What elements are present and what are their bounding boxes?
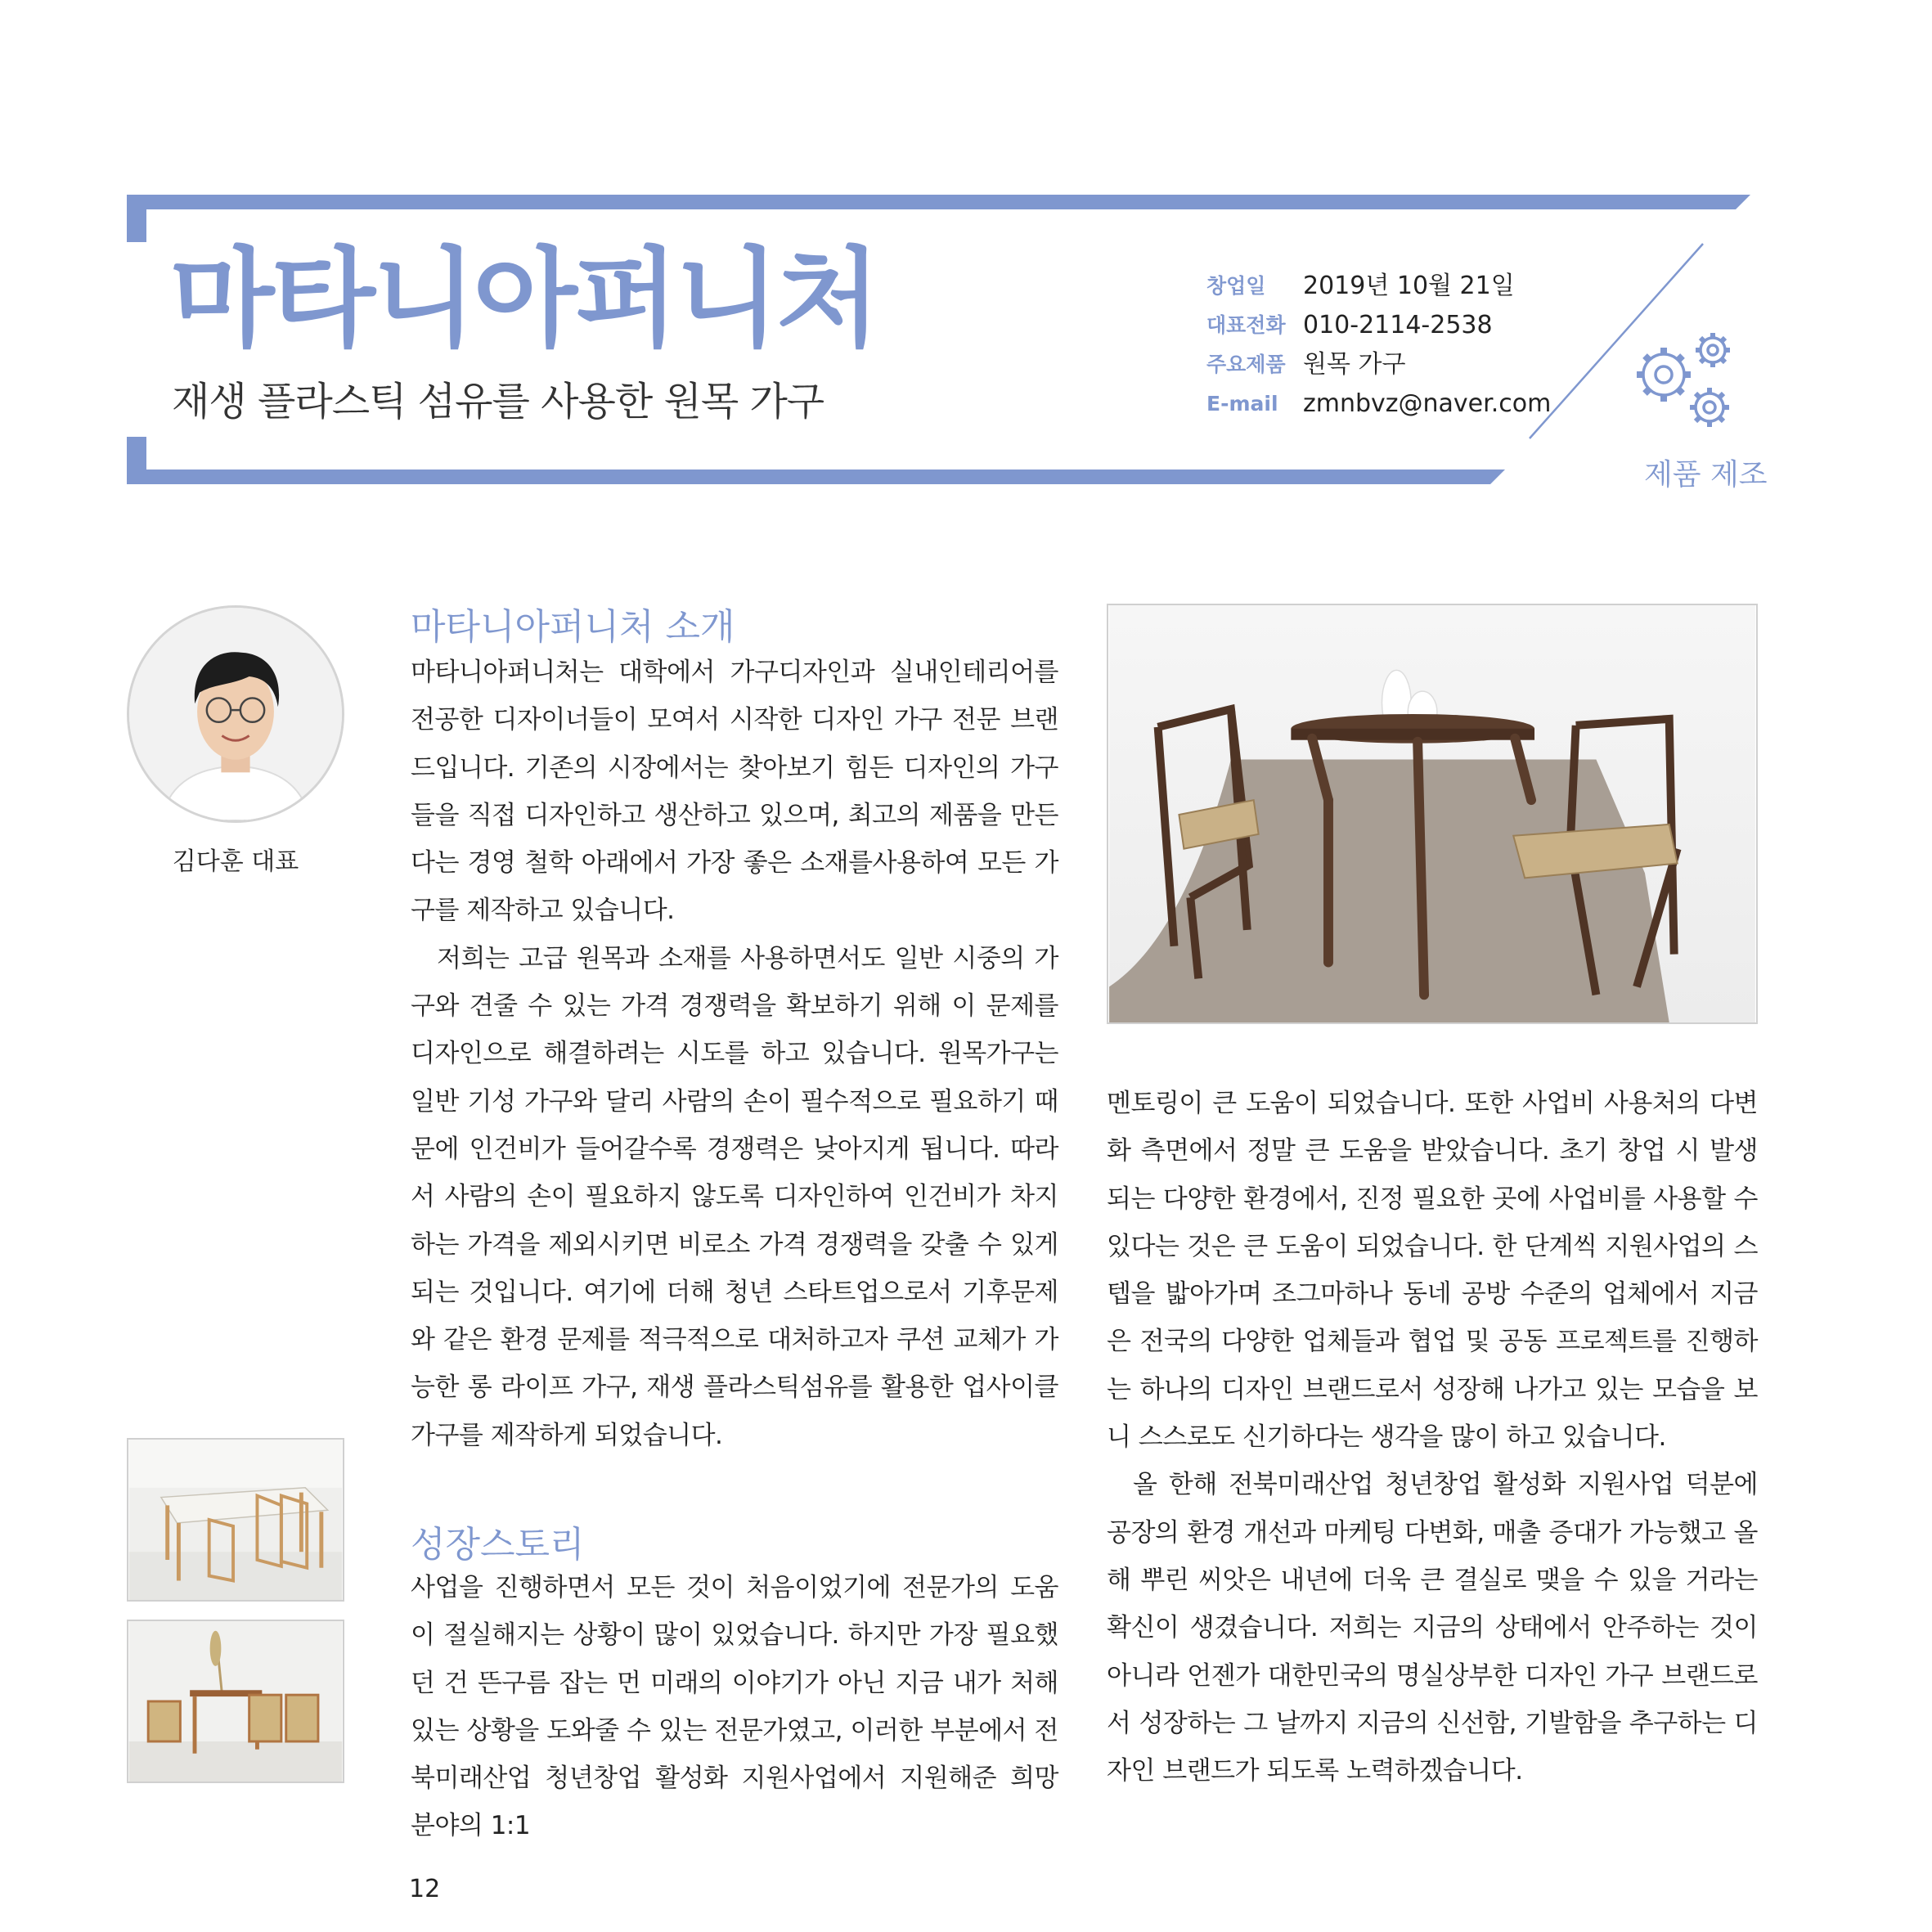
page-number: 12	[409, 1875, 441, 1903]
dining-table-photo	[127, 1438, 344, 1602]
product-photo	[1107, 604, 1758, 1024]
info-row-email	[1206, 384, 1551, 424]
story-paragraph: 사업을 진행하면서 모든 것이 처음이었기에 전문가의 도움이 절실해지는 상황이 많이 있었습니다. 하지만 가장 필요했던 건 뜬구름 잡는 먼 미래의 이야기가 아닌 지금 내가 처해있는 상황을 도와줄 수 있는 전문가였고, 이러한 부분에서 전북미래산업 청년창업 활성화 지원사업에서 지원해준 희망 분야의 1:1	[411, 1573, 1058, 1841]
info-value: 2019년 10월 21일	[1303, 272, 1515, 300]
info-row-phone	[1206, 306, 1551, 345]
story-paragraph: 멘토링이 큰 도움이 되었습니다. 또한 사업비 사용처의 다변화 측면에서 정말 큰 도움을 받았습니다. 초기 창업 시 발생되는 다양한 환경에서, 진정 필요한 곳에 사업비를 사용할 수 있다는 것은 큰 도움이 되었습니다. 한 단계씩 지원사업의 스텝을 밟아가며 조그마하나 동네 공방 수준의 업체에서 지금은 전국의 다양한 업체들과 협업 및 공동 프로젝트를 진행하는 하나의 디자인 브랜드로서 성장해 나가고 있는 모습을 보니 스스로도 신기하다는 생각을 많이 하고 있습니다.	[1107, 1089, 1758, 1453]
info-value: 010-2114-2538	[1303, 311, 1493, 339]
intro-text	[411, 649, 1058, 1459]
info-label: 대표전화	[1206, 313, 1286, 337]
dining-set-photo	[127, 1620, 344, 1783]
intro-paragraph: 마타니아퍼니처는 대학에서 가구디자인과 실내인테리어를 전공한 디자이너들이 모여서 시작한 디자인 가구 전문 브랜드입니다. 기존의 시장에서는 찾아보기 힘든 디자인의 가구들을 직접 디자인하고 생산하고 있으며, 최고의 제품을 만든다는 경영 철학 아래에서 가장 좋은 소재를사용하여 모든 가구를 제작하고 있습니다.	[411, 658, 1058, 926]
story-text-right	[1107, 1080, 1758, 1795]
ceo-caption: 김다훈 대표	[172, 847, 299, 876]
info-row-product	[1206, 345, 1551, 384]
story-heading: 성장스토리	[411, 1524, 585, 1566]
info-value: 원목 가구	[1303, 350, 1406, 379]
company-subtitle: 재생 플라스틱 섬유를 사용한 원목 가구	[172, 379, 824, 425]
info-label: E-mail	[1206, 392, 1278, 416]
info-label: 주요제품	[1206, 353, 1286, 376]
ceo-portrait	[127, 605, 344, 823]
gears-icon	[1623, 327, 1737, 442]
company-info	[1206, 267, 1551, 424]
email-link[interactable]: zmnbvz@naver.com	[1303, 389, 1552, 418]
company-title: 마타니아퍼니처	[170, 236, 878, 362]
info-row-founded	[1206, 267, 1551, 306]
category-label: 제품 제조	[1644, 458, 1768, 492]
story-paragraph: 올 한해 전북미래산업 청년창업 활성화 지원사업 덕분에 공장의 환경 개선과 마케팅 다변화, 매출 증대가 가능했고 올해 뿌린 씨앗은 내년에 더욱 큰 결실로 맺을 수 있을 거라는 확신이 생겼습니다. 저희는 지금의 상태에서 안주하는 것이 아니라 언젠가 대한민국의 명실상부한 디자인 가구 브랜드로서 성장하는 그 날까지 지금의 신선함, 기발함을 추구하는 디자인 브랜드가 되도록 노력하겠습니다.	[1107, 1470, 1758, 1786]
story-text-left	[411, 1564, 1058, 1850]
intro-paragraph: 저희는 고급 원목과 소재를 사용하면서도 일반 시중의 가구와 견줄 수 있는 가격 경쟁력을 확보하기 위해 이 문제를 디자인으로 해결하려는 시도를 하고 있습니다. 원목가구는 일반 기성 가구와 달리 사람의 손이 필수적으로 필요하기 때문에 인건비가 들어갈수록 경쟁력은 낮아지게 됩니다. 따라서 사람의 손이 필요하지 않도록 디자인하여 인건비가 차지하는 가격을 제외시키면 비로소 가격 경쟁력을 갖출 수 있게 되는 것입니다. 여기에 더해 청년 스타트업으로서 기후문제와 같은 환경 문제를 적극적으로 대처하고자 쿠션 교체가 가능한 롱 라이프 가구, 재생 플라스틱섬유를 활용한 업사이클 가구를 제작하게 되었습니다.	[411, 943, 1058, 1450]
info-label: 창업일	[1206, 274, 1266, 298]
intro-heading: 마타니아퍼니처 소개	[411, 606, 735, 648]
